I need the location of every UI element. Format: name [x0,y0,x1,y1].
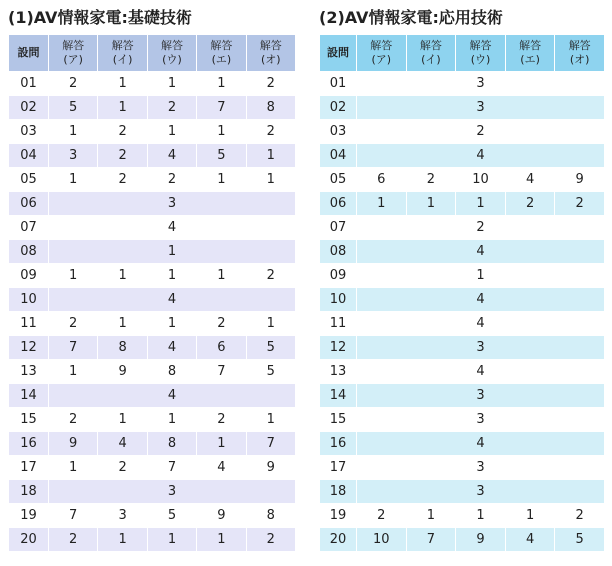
table-row [9,384,296,408]
answer-cell: 4 [147,336,196,360]
question-number-cell: 05 [320,168,357,192]
answer-cell: 2 [246,120,295,144]
answer-cell: 1 [197,432,246,456]
table-row [9,144,296,168]
answer-cell: 5 [49,96,98,120]
question-number-cell: 15 [320,408,357,432]
question-number-cell: 20 [320,528,357,552]
table-row [320,480,605,504]
table-row [320,216,605,240]
header-answer-e: 解答 (エ) [197,35,246,72]
table-row [320,432,605,456]
table-row [320,360,605,384]
table-row [320,264,605,288]
header-answer-u: 解答 (ウ) [456,35,506,72]
table-row [9,168,296,192]
answer-cell: 9 [49,432,98,456]
merged-answer-cell: 4 [49,288,296,312]
merged-answer-cell: 4 [357,312,605,336]
question-number-cell: 04 [9,144,49,168]
question-number-cell: 01 [320,72,357,96]
answer-cell: 2 [49,72,98,96]
answer-cell: 1 [147,408,196,432]
header-row [9,35,296,72]
merged-answer-cell: 4 [357,144,605,168]
question-number-cell: 11 [320,312,357,336]
table-row [320,72,605,96]
answer-cell: 9 [456,528,506,552]
answer-cell: 5 [147,504,196,528]
answer-cell: 7 [197,360,246,384]
answer-cell: 8 [246,504,295,528]
table-title: (1)AV情報家電:基礎技術 [8,8,192,27]
answer-cell: 9 [197,504,246,528]
table-row [320,384,605,408]
table-row [9,336,296,360]
answer-cell: 4 [197,456,246,480]
answer-cell: 1 [147,120,196,144]
answer-cell: 8 [147,360,196,384]
answer-cell: 1 [246,144,295,168]
answer-cell: 5 [246,336,295,360]
header-answer-o: 解答 (オ) [246,35,295,72]
answer-cell: 7 [406,528,456,552]
merged-answer-cell: 4 [357,360,605,384]
answer-cell: 3 [98,504,147,528]
merged-answer-cell: 2 [357,216,605,240]
answer-cell: 2 [98,456,147,480]
answer-cell: 2 [197,312,246,336]
merged-answer-cell: 1 [357,264,605,288]
answer-cell: 2 [357,504,407,528]
answer-cell: 5 [246,360,295,384]
merged-answer-cell: 3 [49,480,296,504]
answer-cell: 1 [98,96,147,120]
answer-cell: 1 [98,72,147,96]
answer-cell: 1 [357,192,407,216]
merged-answer-cell: 3 [357,96,605,120]
merged-answer-cell: 3 [357,408,605,432]
question-number-cell: 19 [320,504,357,528]
answer-cell: 1 [49,264,98,288]
answer-cell: 1 [197,528,246,552]
question-number-cell: 03 [320,120,357,144]
merged-answer-cell: 3 [357,456,605,480]
question-number-cell: 07 [9,216,49,240]
question-number-cell: 10 [9,288,49,312]
answer-cell: 8 [246,96,295,120]
answer-cell: 2 [246,72,295,96]
answer-cell: 1 [246,168,295,192]
answer-cell: 2 [406,168,456,192]
header-answer-o: 解答 (オ) [555,35,605,72]
answer-cell: 3 [49,144,98,168]
merged-answer-cell: 3 [357,384,605,408]
answer-cell: 1 [147,528,196,552]
question-number-cell: 12 [320,336,357,360]
answer-cell: 2 [147,96,196,120]
table-row [320,456,605,480]
table-body [9,72,296,552]
question-number-cell: 06 [320,192,357,216]
merged-answer-cell: 3 [357,72,605,96]
table-row [9,504,296,528]
header-answer-i: 解答 (イ) [98,35,147,72]
answer-cell: 1 [246,408,295,432]
table-row [9,432,296,456]
merged-answer-cell: 4 [49,216,296,240]
answer-cell: 2 [246,528,295,552]
answer-cell: 1 [197,120,246,144]
question-number-cell: 05 [9,168,49,192]
answer-cell: 4 [98,432,147,456]
answer-cell: 10 [456,168,506,192]
answer-cell: 6 [197,336,246,360]
answer-cell: 1 [49,168,98,192]
answer-cell: 1 [147,312,196,336]
answer-cell: 4 [505,528,555,552]
header-answer-i: 解答 (イ) [406,35,456,72]
table-row [320,288,605,312]
table-row [9,240,296,264]
header-answer-a: 解答 (ア) [357,35,407,72]
table-row [9,264,296,288]
answer-cell: 1 [197,264,246,288]
header-answer-e: 解答 (エ) [505,35,555,72]
answer-cell: 7 [49,336,98,360]
question-number-cell: 13 [320,360,357,384]
question-number-cell: 16 [9,432,49,456]
question-number-cell: 19 [9,504,49,528]
answer-cell: 9 [246,456,295,480]
answer-cell: 1 [406,504,456,528]
question-number-cell: 03 [9,120,49,144]
answer-cell: 2 [505,192,555,216]
table-row [9,216,296,240]
answer-cell: 1 [246,312,295,336]
question-number-cell: 17 [320,456,357,480]
answer-cell: 1 [98,528,147,552]
header-answer-a: 解答 (ア) [49,35,98,72]
answer-cell: 9 [98,360,147,384]
question-number-cell: 18 [9,480,49,504]
answer-cell: 9 [555,168,605,192]
table-row [9,480,296,504]
merged-answer-cell: 2 [357,120,605,144]
answer-cell: 1 [49,456,98,480]
answer-cell: 2 [197,408,246,432]
table-row [320,96,605,120]
question-number-cell: 06 [9,192,49,216]
table-body [320,72,605,552]
table-row [9,360,296,384]
question-number-cell: 13 [9,360,49,384]
answer-cell: 2 [555,192,605,216]
question-number-cell: 02 [9,96,49,120]
answer-cell: 5 [555,528,605,552]
table-row [9,120,296,144]
question-number-cell: 01 [9,72,49,96]
table-row [320,336,605,360]
answer-cell: 1 [147,264,196,288]
table-row [320,144,605,168]
table-row [9,312,296,336]
question-number-cell: 14 [9,384,49,408]
header-row [320,35,605,72]
table-row [320,408,605,432]
question-number-cell: 09 [320,264,357,288]
question-number-cell: 02 [320,96,357,120]
answer-cell: 2 [98,120,147,144]
table-row [320,120,605,144]
answer-cell: 1 [197,168,246,192]
question-number-cell: 11 [9,312,49,336]
question-number-cell: 10 [320,288,357,312]
question-number-cell: 09 [9,264,49,288]
answer-cell: 1 [98,408,147,432]
table-row [9,528,296,552]
answer-cell: 1 [406,192,456,216]
table-title: (2)AV情報家電:応用技術 [319,8,503,27]
merged-answer-cell: 3 [357,480,605,504]
answer-table-basic [8,34,296,552]
question-number-cell: 17 [9,456,49,480]
answer-table-applied [319,34,605,552]
question-number-cell: 14 [320,384,357,408]
answer-cell: 1 [147,72,196,96]
question-number-cell: 08 [320,240,357,264]
header-question: 設問 [9,35,49,72]
merged-answer-cell: 4 [357,240,605,264]
answer-cell: 1 [456,192,506,216]
header-answer-u: 解答 (ウ) [147,35,196,72]
question-number-cell: 16 [320,432,357,456]
answer-cell: 1 [98,312,147,336]
merged-answer-cell: 3 [357,336,605,360]
answer-cell: 4 [505,168,555,192]
answer-cell: 1 [456,504,506,528]
answer-cell: 5 [197,144,246,168]
table-row [320,168,605,192]
table-row [320,504,605,528]
question-number-cell: 07 [320,216,357,240]
answer-cell: 2 [98,168,147,192]
answer-cell: 2 [246,264,295,288]
merged-answer-cell: 4 [357,432,605,456]
table-row [9,192,296,216]
table-row [320,192,605,216]
answer-cell: 1 [197,72,246,96]
answer-cell: 2 [147,168,196,192]
table-row [9,456,296,480]
answer-cell: 8 [147,432,196,456]
answer-cell: 8 [98,336,147,360]
answer-cell: 7 [147,456,196,480]
question-number-cell: 15 [9,408,49,432]
answer-cell: 10 [357,528,407,552]
answer-cell: 2 [555,504,605,528]
table-row [9,408,296,432]
merged-answer-cell: 4 [49,384,296,408]
table-row [9,72,296,96]
merged-answer-cell: 4 [357,288,605,312]
question-number-cell: 08 [9,240,49,264]
question-number-cell: 04 [320,144,357,168]
answer-cell: 7 [197,96,246,120]
answer-cell: 2 [49,408,98,432]
table-row [320,240,605,264]
question-number-cell: 18 [320,480,357,504]
question-number-cell: 20 [9,528,49,552]
answer-cell: 1 [505,504,555,528]
answer-cell: 7 [49,504,98,528]
answer-cell: 7 [246,432,295,456]
answer-cell: 1 [98,264,147,288]
answer-cell: 1 [49,120,98,144]
answer-cell: 1 [49,360,98,384]
applied-answer-panel [319,6,605,552]
header-question: 設問 [320,35,357,72]
answer-cell: 2 [49,528,98,552]
table-row [9,288,296,312]
basic-answer-panel [8,6,296,552]
table-row [9,96,296,120]
answer-cell: 2 [49,312,98,336]
table-row [320,312,605,336]
table-row [320,528,605,552]
answer-cell: 6 [357,168,407,192]
merged-answer-cell: 1 [49,240,296,264]
merged-answer-cell: 3 [49,192,296,216]
question-number-cell: 12 [9,336,49,360]
answer-cell: 4 [147,144,196,168]
answer-cell: 2 [98,144,147,168]
